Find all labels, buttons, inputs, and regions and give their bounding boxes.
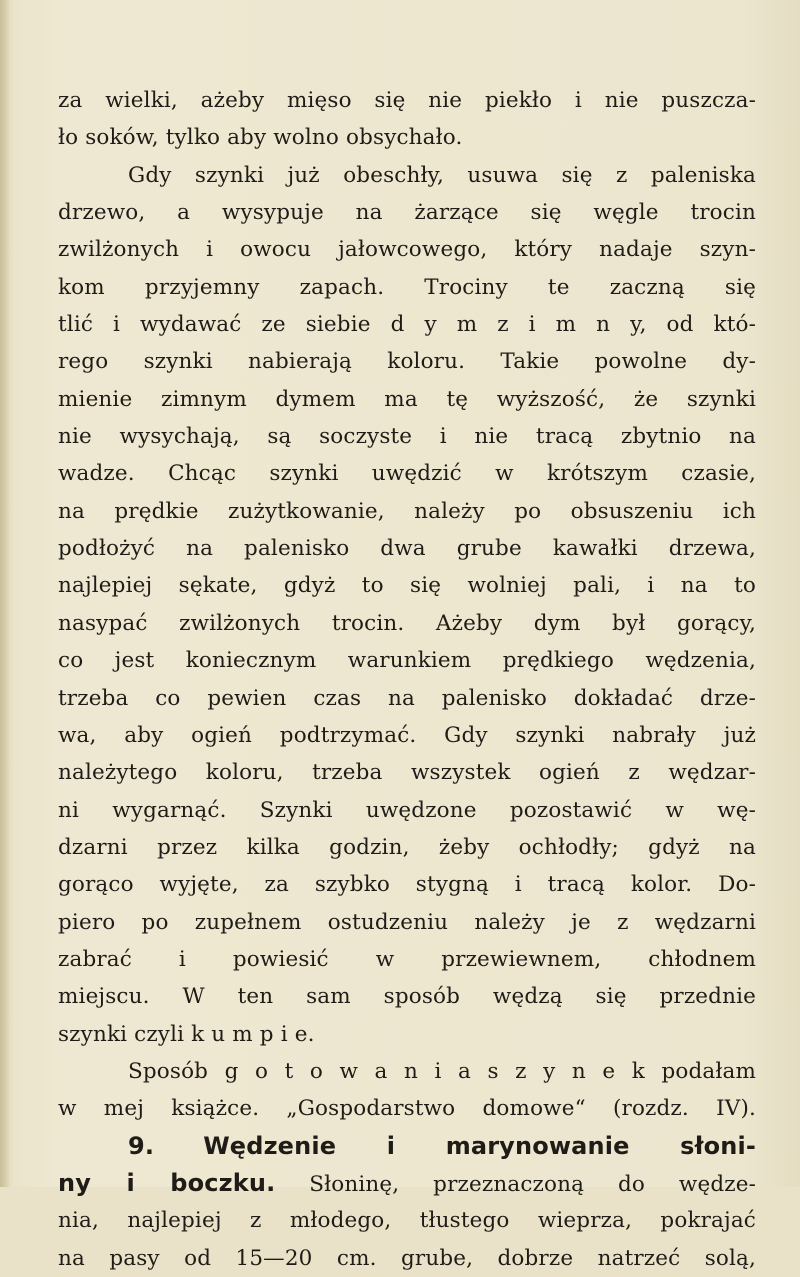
text-line-32: na pasy od 15—20 cm. grube, dobrze natrzeć solą,	[58, 1245, 756, 1271]
text-line-31: nia, najlepiej z młodego, tłustego wieprza, pokrajać	[58, 1208, 756, 1234]
text-line-10: nie wysychają, są soczyste i nie tracą zbytnio na	[58, 424, 756, 450]
text-line-23: piero po zupełnem ostudzeniu należy je z wędzarni	[58, 909, 756, 935]
section-title-part2: ny i boczku.	[58, 1168, 276, 1197]
text-line-27: Sposób g o t o w a n i a s z y n e k podałam	[128, 1058, 756, 1084]
text-line-2: ło soków, tylko aby wolno obsychało.	[58, 125, 463, 151]
text-line-11: wadze. Chcąc szynki uwędzić w krótszym czasie,	[58, 461, 756, 487]
text-line-26: szynki czyli k u m p i e.	[58, 1021, 315, 1047]
text-line-1: za wielki, ażeby mięso się nie piekło i nie puszcza-	[58, 88, 756, 113]
text-line-19: należytego koloru, trzeba wszystek ogień z wędzar-	[58, 760, 756, 786]
text-line-6: kom przyjemny zapach. Trociny te zaczną się	[58, 274, 756, 300]
text-line-7: tlić i wydawać ze siebie d y m z i m n y, od któ-	[58, 312, 756, 338]
text-line-28: w mej książce. „Gospodarstwo domowe“ (rozdz. IV).	[58, 1096, 756, 1122]
text-line-17: trzeba co pewien czas na palenisko dokładać drze-	[58, 685, 756, 711]
text-line-14: najlepiej sękate, gdyż to się wolniej pali, i na to	[58, 573, 756, 599]
section-title-part1: Wędzenie i marynowanie słoni-	[203, 1131, 756, 1160]
text-line-8: rego szynki nabierają koloru. Takie powolne dy-	[58, 349, 756, 375]
text-line-9: mienie zimnym dymem ma tę wyższość, że szynki	[58, 386, 756, 412]
text-line-3: Gdy szynki już obeschły, usuwa się z paleniska	[128, 162, 756, 188]
text-line-18: wa, aby ogień podtrzymać. Gdy szynki nabrały już	[58, 722, 756, 748]
text-line-24: zabrać i powiesić w przewiewnem, chłodnem	[58, 946, 756, 972]
text-line-25: miejscu. W ten sam sposób wędzą się przednie	[58, 984, 756, 1010]
text-line-4: drzewo, a wysypuje na żarzące się węgle trocin	[58, 200, 756, 226]
text-line-21: dzarni przez kilka godzin, żeby ochłodły; gdyż na	[58, 834, 756, 860]
section-heading-line-2	[58, 1165, 756, 1202]
text-line-15: nasypać zwilżonych trocin. Ażeby dym był gorący,	[58, 610, 756, 636]
page-text	[58, 82, 756, 1277]
text-line-16: co jest koniecznym warunkiem prędkiego wędzenia,	[58, 648, 756, 674]
text-line-13: podłożyć na palenisko dwa grube kawałki drzewa,	[58, 536, 756, 562]
section-heading-line	[58, 1128, 756, 1165]
section-text-continuation: Słoninę, przeznaczoną do wędze-	[275, 1171, 756, 1197]
text-line-22: gorąco wyjęte, za szybko stygną i tracą kolor. Do-	[58, 872, 756, 898]
section-number: 9.	[128, 1131, 155, 1160]
page-edge-stain	[0, 0, 10, 1187]
text-line-12: na prędkie zużytkowanie, należy po obsuszeniu ich	[58, 498, 756, 524]
text-line-5: zwilżonych i owocu jałowcowego, który nadaje szyn-	[58, 237, 756, 263]
text-line-20: ni wygarnąć. Szynki uwędzone pozostawić w wę-	[58, 797, 756, 823]
